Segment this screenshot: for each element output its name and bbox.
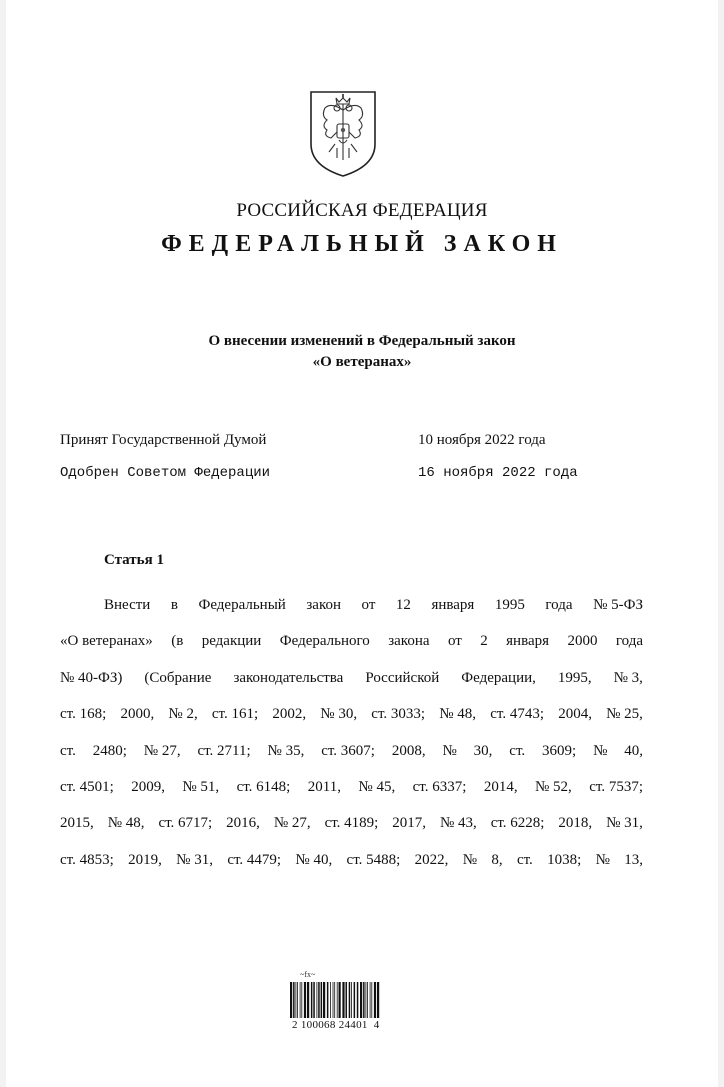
barcode-bar [370,982,371,1018]
barcode-bar [293,982,295,1018]
coat-of-arms-icon [303,86,383,178]
article-word: года [615,633,643,650]
article-word: редакции [201,633,262,650]
barcode-bar [297,982,298,1018]
article-word: № 25, [606,706,643,723]
barcode-bar [327,982,329,1018]
article-word: № 40, [295,851,333,868]
article-word: № 43, [439,815,477,832]
barcode-bar [311,982,313,1018]
article-word: 2017, [392,815,427,832]
article-line [60,587,643,623]
barcode-bar [301,982,302,1018]
article-word: № 51, [182,779,220,796]
article-word: ст. 4479; [227,851,282,868]
barcode-bar [339,982,341,1018]
article-word: (Собрание [144,669,212,686]
article-word: января [431,597,475,613]
article-word: закон [306,597,341,613]
article-word: № 27, [273,815,311,832]
article-word: ст. [516,851,533,868]
barcode-bar [330,982,331,1018]
barcode-bar [354,982,356,1018]
adoption-date: 10 ноября 2022 года [418,432,546,448]
article-word: 2016, [226,815,260,832]
article-word: № 5-ФЗ [593,597,643,613]
article-word: 2002, [272,706,307,723]
article-word: ст. 4189; [324,815,379,832]
barcode-bar [374,982,376,1018]
article-word: № 31, [176,851,213,868]
article-line [60,769,643,805]
barcode-bar [351,982,352,1018]
article-line [60,733,643,769]
article-word: ст. 4501; [60,779,114,796]
article-word: ст. 6337; [412,779,467,796]
article-word: Российской [365,669,440,686]
barcode-bar [377,982,379,1018]
article-word: года [545,597,573,613]
article-word: закона [388,633,430,650]
barcode-bar [349,982,351,1018]
article-line [60,805,643,841]
barcode-bar [300,982,301,1018]
article-word: № 3, [613,669,643,686]
article-word: ст. 6148; [236,779,291,796]
barcode-bar [360,982,362,1018]
article-word: 30, [473,742,493,759]
article-word: 2480; [92,742,127,759]
barcode-bar [313,982,315,1018]
article-word: 2022, [414,851,449,868]
article-word: ст. 168; [60,706,107,723]
article-line [60,660,643,696]
law-title-line2: «О ветеранах» [312,354,412,370]
barcode-bar [333,982,334,1018]
article-line [60,623,643,659]
article-word: 1995 [494,597,525,613]
article-line [60,696,643,732]
law-title [0,331,724,373]
barcode-bars [290,982,390,1018]
barcode-bar [367,982,368,1018]
article-word: № 2, [168,706,198,723]
article-word: 2011, [307,779,341,796]
article-word: Федерального [279,633,370,650]
barcode-bar [290,982,292,1018]
article-body [60,587,643,878]
article-word: ст. 5488; [346,851,401,868]
article-word: № 27, [143,742,181,759]
barcode-bar [371,982,372,1018]
article-word: законодательства [233,669,344,686]
article-word: № [595,851,610,868]
adoption-label: Одобрен Советом Федерации [60,465,271,481]
article-word: 2009, [131,779,165,796]
article-word: в [170,597,178,613]
barcode-bar [337,982,338,1018]
adoption-date: 16 ноября 2022 года [418,465,578,481]
article-word: ст. 7537; [589,779,643,796]
article-word: № 30, [320,706,358,723]
article-word: ст. 3033; [371,706,426,723]
barcode-bar [363,982,365,1018]
article-word: № 35, [267,742,305,759]
article-word: № [462,851,478,868]
barcode [290,970,398,1034]
article-word: января [506,633,550,650]
article-word: Федерации, [461,669,536,686]
barcode-bar [321,982,323,1018]
article-word: ст. [509,742,526,759]
article-word: ст. 3607; [321,742,375,759]
article-word: № [593,742,608,759]
article-word: 40, [624,742,643,759]
article-word: 2008, [391,742,426,759]
article-word: (в [171,633,184,650]
article-word: 2004, [558,706,592,723]
article-word: 2019, [128,851,162,868]
barcode-bar [366,982,367,1018]
article-word: 2014, [483,779,518,796]
article-word: ст. [60,742,76,759]
barcode-bar [307,982,309,1018]
article-word: № 48, [107,815,145,832]
article-word: ст. 4743; [490,706,544,723]
barcode-bar [323,982,325,1018]
article-word: ст. 4853; [60,851,114,868]
article-word: 3609; [542,742,577,759]
article-word: 2018, [558,815,593,832]
article-word: № 52, [535,779,572,796]
article-word: 13, [624,851,643,868]
barcode-bar [317,982,318,1018]
article-word: от [447,633,462,650]
article-word: 12 [395,597,411,613]
barcode-bar [334,982,335,1018]
barcode-bar [346,982,348,1018]
country-name: РОССИЙСКАЯ ФЕДЕРАЦИЯ [236,200,488,221]
law-type-heading: ФЕДЕРАЛЬНЫЙ ЗАКОН [161,231,563,257]
article-word: № 48, [439,706,477,723]
barcode-bar [318,982,320,1018]
article-word: 2000, [120,706,155,723]
article-word: ст. 161; [211,706,259,723]
barcode-bar [296,982,297,1018]
adoption-label: Принят Государственной Думой [60,432,267,448]
article-word: № 31, [606,815,643,832]
article-word: 8, [491,851,503,868]
law-title-line1: О внесении изменений в Федеральный закон [208,333,516,349]
barcode-number: 2 100068 24401 4 [292,1019,380,1031]
barcode-bar [357,982,359,1018]
barcode-mark: ~fx~ [300,970,316,979]
article-word: ст. 6228; [490,815,545,832]
article-word: ст. 2711; [197,742,251,759]
article-word: «О ветеранах» [60,633,153,650]
article-word: Федеральный [198,597,286,613]
article-word: 2000 [567,633,598,650]
barcode-bar [304,982,306,1018]
barcode-bar [342,982,344,1018]
article-word: № 45, [358,779,396,796]
article-word: 2015, [60,815,94,832]
article-line [60,842,643,878]
article-word: Внести [104,597,151,613]
article-word: № 40-ФЗ) [60,669,123,686]
article-word: 1995, [557,669,592,686]
article-word: ст. 6717; [158,815,213,832]
article-word: 1038; [547,851,582,868]
article-word: 2 [480,633,488,650]
article-word: № [442,742,457,759]
article-heading: Статья 1 [104,552,164,568]
article-word: от [361,597,376,613]
